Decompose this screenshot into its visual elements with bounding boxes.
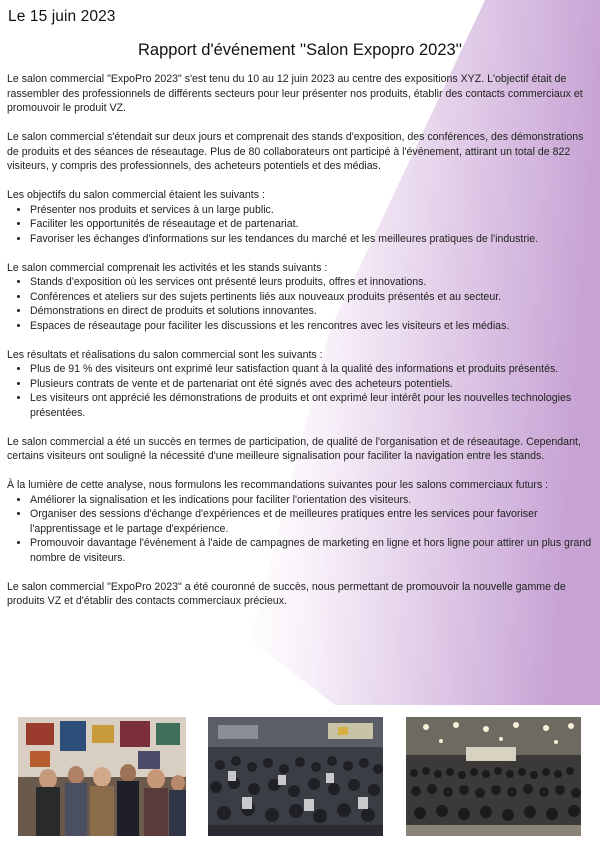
description-paragraph: Le salon commercial s'étendait sur deux jours et comprenait des stands d'exposition, des conférences, des démonstrations de produits et des séances de réseautage. Plus de 80 collaborateurs ont participé à l'événement, attirant un total de 822 visiteurs, y compris des professionnels, des acheteurs potentiels et des médias. [7, 131, 584, 172]
list-item: • Les visiteurs ont apprécié les démonstrations de produits et ont exprimé leur intérêt pour les nouvelles technologies présentées. [30, 391, 593, 420]
list-item: • Présenter nos produits et services à un large public. [30, 203, 593, 218]
list-item: • Plusieurs contrats de vente et de partenariat ont été signés avec des acheteurs potentiels. [30, 377, 593, 392]
list-item: • Plus de 91 % des visiteurs ont exprimé leur satisfaction quant à la qualité des informations et produits présentés. [30, 362, 593, 377]
event-photo-strip [0, 717, 600, 836]
event-photo-crowd [208, 717, 383, 836]
list-item: • Améliorer la signalisation et les indications pour faciliter l'orientation des visiteurs. [30, 493, 593, 508]
report-body [7, 72, 593, 623]
list-item: • Démonstrations en direct de produits et solutions innovantes. [30, 304, 593, 319]
objectives-list [7, 203, 593, 247]
event-photo-conference [406, 717, 581, 836]
report-date: Le 15 juin 2023 [8, 8, 116, 25]
results-list [7, 362, 593, 420]
list-item: • Favoriser les échanges d'informations sur les tendances du marché et les meilleures pratiques de l'industrie. [30, 232, 593, 247]
list-item: • Stands d'exposition où les services ont présenté leurs produits, offres et innovations. [30, 275, 593, 290]
activities-list [7, 275, 593, 333]
recommendations-heading: À la lumière de cette analyse, nous formulons les recommandations suivantes pour les salons commerciaux futurs : [7, 479, 549, 491]
report-title: Rapport d'événement ''Salon Expopro 2023'' [138, 41, 462, 59]
list-item: • Faciliter les opportunités de réseautage et de partenariat. [30, 217, 593, 232]
list-item: • Conférences et ateliers sur des sujets pertinents liés aux nouveaux produits présentés et au secteur. [30, 290, 593, 305]
intro-paragraph: Le salon commercial "ExpoPro 2023" s'est tenu du 10 au 12 juin 2023 au centre des expositions XYZ. L'objectif était de rassembler des professionnels de différents secteurs pour leur présenter nos produits, établir des contacts commerciaux et promouvoir le produit VZ. [7, 73, 583, 114]
assessment-paragraph: Le salon commercial a été un succès en termes de participation, de qualité de l'organisation et de réseautage. Cependant, certains visiteurs ont souligné la nécessité d'une meilleure signalisation pour faciliter la navigation entre les stands. [7, 435, 581, 462]
list-item: • Organiser des sessions d'échange d'expériences et de meilleures pratiques entre les services pour favoriser l'apprentissage et le partage d'expérience. [30, 507, 593, 536]
activities-heading: Le salon commercial comprenait les activités et les stands suivants : [7, 261, 328, 274]
event-photo-attendees [18, 717, 186, 836]
list-item: • Promouvoir davantage l'événement à l'aide de campagnes de marketing en ligne et hors ligne pour attirer un plus grand nombre de visiteurs. [30, 536, 593, 565]
objectives-heading: Les objectifs du salon commercial étaient les suivants : [7, 189, 265, 201]
conclusion-paragraph: Le salon commercial "ExpoPro 2023" a été couronné de succès, nous permettant de promouvoir la nouvelle gamme de produits VZ et d'établir des contacts commerciaux précieux. [7, 580, 566, 607]
recommendations-list [7, 493, 593, 566]
results-heading: Les résultats et réalisations du salon commercial sont les suivants : [7, 348, 323, 361]
list-item: • Espaces de réseautage pour faciliter les discussions et les rencontres avec les visiteurs et les médias. [30, 319, 593, 334]
